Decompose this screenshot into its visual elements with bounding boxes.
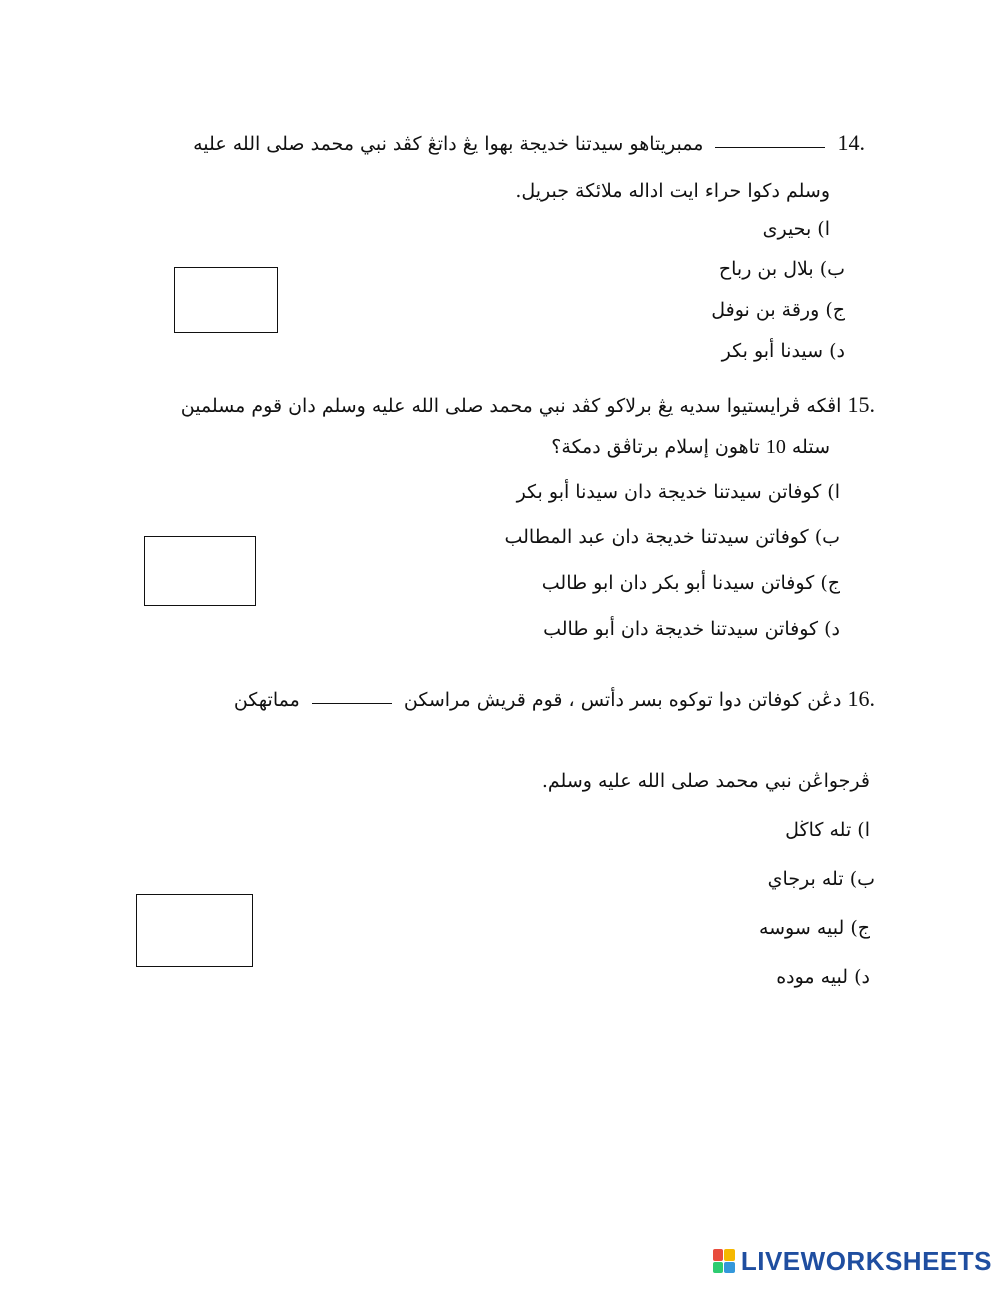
option-text: لبيه سوسه (758, 917, 845, 939)
option-a (517, 477, 840, 507)
option-text: تله برجاي (767, 868, 844, 890)
question-14-line-2: وسلم دكوا حراء ايت اداله ملائكة جبريل. (515, 180, 830, 202)
option-text: ورقة بن نوفل (711, 299, 820, 321)
option-letter: ا) (817, 218, 830, 240)
logo-square-yellow (724, 1249, 735, 1261)
option-text: كوفاتن سيدتنا خديجة دان عبد المطالب (504, 526, 809, 548)
question-16-line-1 (234, 684, 875, 715)
answer-box-14[interactable] (174, 267, 278, 333)
option-letter: ا) (827, 481, 840, 503)
option-letter: ج) (850, 917, 870, 939)
blank-line (715, 143, 825, 148)
logo-text: LIVEWORKSHEETS (740, 1246, 992, 1276)
option-text: بحيرى (762, 218, 812, 240)
question-16-line-2: ڤرجواڠن نبي محمد صلى الله عليه وسلم. (541, 770, 870, 792)
question-14-line-1 (193, 128, 865, 159)
option-a (785, 815, 870, 845)
option-d (543, 614, 840, 644)
logo-square-blue (724, 1262, 735, 1274)
option-b (504, 522, 840, 552)
option-d (776, 962, 870, 992)
option-c (542, 568, 840, 598)
option-letter: د) (854, 966, 870, 988)
answer-box-16[interactable] (136, 894, 253, 967)
logo-square-red (713, 1249, 724, 1261)
question-text: تاهون إسلام برتاڤق دمكة؟ (551, 436, 760, 458)
option-letter: د) (824, 618, 840, 640)
option-letter: ج) (820, 572, 840, 594)
option-letter: ب) (849, 868, 875, 890)
option-text: كوفاتن سيدتنا خديجة دان سيدنا أبو بكر (516, 481, 822, 503)
option-a (763, 214, 830, 244)
answer-box-15[interactable] (144, 536, 256, 606)
option-letter: ج) (825, 299, 845, 321)
option-letter: ا) (857, 819, 870, 841)
option-b (719, 254, 845, 284)
liveworksheets-logo (713, 1245, 992, 1277)
option-text: تله كاڬل (785, 819, 852, 841)
question-15-line-2 (551, 432, 830, 462)
option-b (768, 864, 875, 894)
question-15-line-1 (181, 390, 875, 421)
question-text: مماتهكن (233, 689, 300, 711)
question-number: 14. (837, 130, 865, 155)
question-number: 15. (847, 392, 875, 417)
question-text: اڤكه ڤرايستيوا سديه يڠ برلاكو كڤد نبي محمد صلى الله عليه وسلم دان قوم مسلمين (180, 395, 842, 417)
question-number: 16. (847, 686, 875, 711)
question-text: ممبريتاهو سيدتنا خديجة بهوا يڠ داتڠ كڤد نبي محمد صلى الله عليه (193, 133, 704, 155)
question-text: دڠن كوفاتن دوا توكوه بسر دأتس ، قوم قريش مراسكن (403, 689, 842, 711)
option-text: كوفاتن سيدنا أبو بكر دان ابو طالب (541, 572, 815, 594)
option-text: بلال بن رباح (718, 258, 814, 280)
blank-line (312, 699, 392, 704)
option-text: لبيه موده (776, 966, 849, 988)
year-number: 10 (765, 436, 786, 458)
option-letter: ب) (819, 258, 845, 280)
option-c (711, 295, 845, 325)
logo-mark-icon (713, 1249, 735, 1273)
option-letter: د) (829, 340, 845, 362)
option-c (759, 913, 870, 943)
question-text: ستله (791, 436, 830, 458)
option-letter: ب) (814, 526, 840, 548)
option-text: كوفاتن سيدتنا خديجة دان أبو طالب (543, 618, 819, 640)
option-text: سيدنا أبو بكر (721, 340, 824, 362)
option-d (722, 336, 845, 366)
logo-square-green (713, 1262, 724, 1274)
